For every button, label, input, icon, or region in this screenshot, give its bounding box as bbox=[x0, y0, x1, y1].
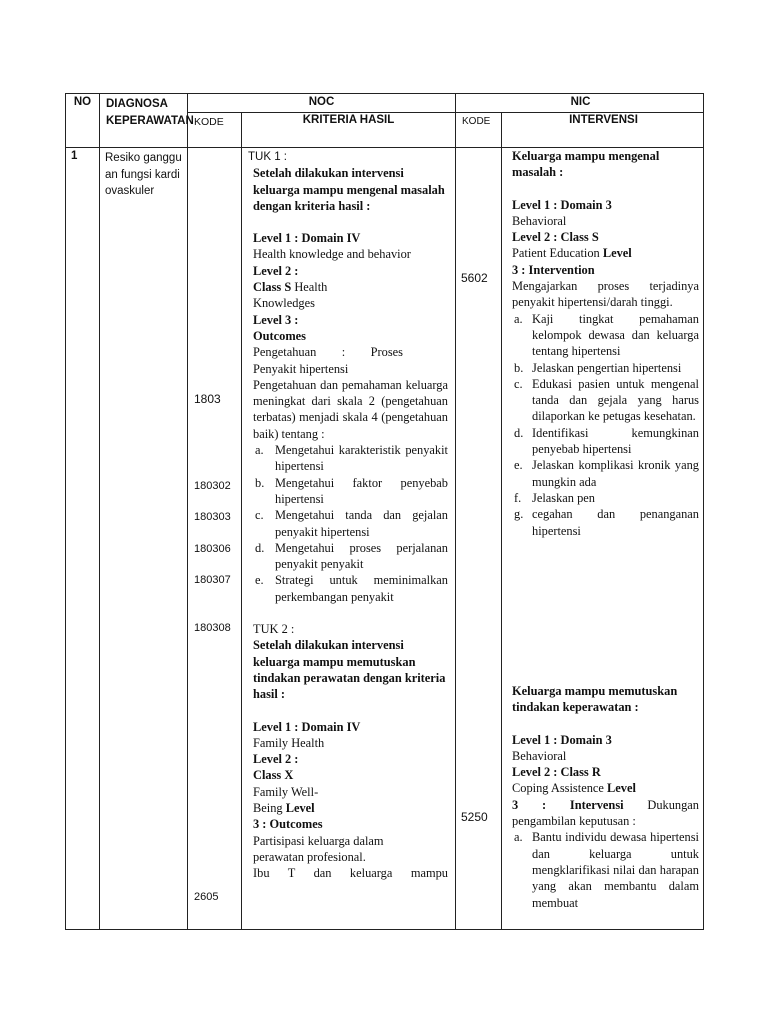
list-item: d. Identifikasi kemungkinan penyebab hipertensi bbox=[514, 425, 699, 457]
noc-code: 180308 bbox=[194, 622, 231, 634]
noc-code: 180302 bbox=[194, 480, 231, 492]
nic-level-2: Level 2 : Class S bbox=[512, 230, 599, 245]
noc-level-3: Level 3 : bbox=[253, 312, 299, 327]
col-divider bbox=[455, 94, 456, 929]
tuk2-level-2: Level 2 : bbox=[253, 752, 299, 767]
nic-2-level-3-text: Dukungan pengambilan keputusan : bbox=[512, 797, 699, 829]
tuk2-title: TUK 2 : bbox=[253, 622, 295, 637]
tuk2-class-text: Family Well-Being bbox=[253, 784, 319, 815]
header-noc: NOC bbox=[308, 96, 335, 108]
nic-2-level-2-text: Coping Assistence bbox=[512, 781, 604, 796]
noc-outcomes: Outcomes bbox=[253, 328, 306, 343]
row-number: 1 bbox=[71, 150, 78, 162]
noc-level-1-text: Health knowledge and behavior bbox=[253, 247, 411, 262]
nic-2-intervention-list bbox=[512, 829, 699, 910]
noc-class-text: Health Knowledges bbox=[253, 280, 328, 311]
tuk2-level-1: Level 1 : Domain IV bbox=[253, 719, 361, 734]
list-item: a. Mengetahui karakteristik penyakit hipertensi bbox=[255, 443, 448, 474]
noc-description: Pengetahuan dan pemahaman keluarga meningkat dari skala 2 (pengetahuan terbatas) menjadi skala 4 (pengetahuan baik) tentang : bbox=[253, 377, 448, 441]
header-kriteria-hasil: KRITERIA HASIL bbox=[302, 114, 395, 126]
header-diagnosa: DIAGNOSA KEPERAWATAN bbox=[106, 98, 194, 127]
nic-level-1-text: Behavioral bbox=[512, 213, 567, 228]
nic-2-title: Keluarga mampu memutuskan tindakan keperawatan : bbox=[512, 684, 678, 715]
noc-outcome-text: Pengetahuan : Proses Penyakit hipertensi bbox=[253, 345, 403, 376]
nic-2-level-1-text: Behavioral bbox=[512, 748, 567, 763]
nic-interventions-2 bbox=[512, 683, 699, 911]
list-item: g. cegahan dan penanganan hipertensi bbox=[514, 507, 699, 538]
tuk2-level-word: Level bbox=[282, 800, 315, 815]
list-item: b. Jelaskan pengertian hipertensi bbox=[514, 360, 682, 375]
nic-level-3-text: Mengajarkan proses terjadinya penyakit hipertensi/darah tinggi. bbox=[512, 279, 699, 310]
col-divider bbox=[187, 94, 188, 929]
tuk1-title: TUK 1 : bbox=[248, 151, 287, 163]
col-divider bbox=[99, 94, 100, 929]
list-item: b. Mengetahui faktor penyebab hipertensi bbox=[255, 475, 448, 506]
row-divider bbox=[187, 112, 703, 113]
list-item: e. Strategi untuk meminimalkan perkembangan penyakit bbox=[255, 573, 448, 604]
col-divider bbox=[501, 112, 502, 929]
tuk2-level-1-text: Family Health bbox=[253, 735, 325, 750]
noc-code: 180307 bbox=[194, 574, 231, 586]
tuk2-outcome-text: Partisipasi keluarga dalam perawatan profesional. bbox=[253, 833, 384, 864]
nic-2-level-word: Level bbox=[603, 781, 636, 796]
nic-level-word: Level bbox=[599, 246, 632, 261]
nursing-care-plan-table bbox=[65, 93, 704, 930]
nic-1-title: Keluarga mampu mengenal masalah : bbox=[512, 149, 660, 180]
diagnosis-text: Resiko gangguan fungsi kardiovaskuler bbox=[105, 152, 182, 197]
noc-code: 180303 bbox=[194, 511, 231, 523]
noc-level-1: Level 1 : Domain IV bbox=[253, 231, 361, 246]
list-item: d. Mengetahui proses perjalanan penyakit penyakit bbox=[255, 540, 448, 572]
nic-2-level-2: Level 2 : Class R bbox=[512, 765, 601, 780]
nic-level-2-text: Patient Education bbox=[512, 246, 600, 261]
list-item: c. Edukasi pasien untuk mengenal tanda dan gejala yang harus dilaporkan ke petugas kesehatan. bbox=[514, 376, 699, 424]
nic-level-3: 3 : Intervention bbox=[512, 262, 595, 277]
noc-code: 1803 bbox=[194, 392, 221, 406]
nic-intervention-list bbox=[512, 311, 699, 539]
tuk2-level-3: 3 : Outcomes bbox=[253, 817, 323, 832]
header-nic-kode: KODE bbox=[462, 116, 491, 127]
nic-2-level-3: 3 : Intervensi bbox=[512, 797, 624, 812]
nic-level-1: Level 1 : Domain 3 bbox=[512, 197, 612, 212]
header-noc-kode: KODE bbox=[194, 116, 224, 128]
nic-2-level-1: Level 1 : Domain 3 bbox=[512, 732, 612, 747]
noc-criteria-list bbox=[248, 442, 448, 605]
list-item: a. Bantu individu dewasa hipertensi dan keluarga untuk mengklarifikasi nilai dan harapan yang akan membantu dalam membuat bbox=[514, 830, 699, 910]
noc-level-2: Level 2 : bbox=[253, 263, 299, 278]
nic-code: 5250 bbox=[461, 810, 488, 824]
header-nic: NIC bbox=[570, 96, 591, 108]
list-item: e. Jelaskan komplikasi kronik yang mungkin ada bbox=[514, 458, 699, 489]
col-divider bbox=[241, 112, 242, 929]
header-no: NO bbox=[73, 96, 92, 108]
noc-criteria bbox=[248, 149, 448, 881]
list-item: c. Mengetahui tanda dan gejalan penyakit hipertensi bbox=[255, 508, 448, 539]
list-item: f. Jelaskan pen bbox=[514, 490, 595, 505]
tuk1-goal: Setelah dilakukan intervensi keluarga mampu mengenal masalah dengan kriteria hasil : bbox=[253, 166, 445, 213]
tuk2-tail-text: Ibu T dan keluarga mampu bbox=[253, 866, 448, 881]
noc-code: 180306 bbox=[194, 543, 231, 555]
list-item: a. Kaji tingkat pemahaman kelompok dewasa dan keluarga tentang hipertensi bbox=[514, 311, 699, 359]
tuk2-goal: Setelah dilakukan intervensi keluarga mampu memutuskan tindakan perawatan dengan kriteria hasil : bbox=[253, 638, 446, 702]
nic-code: 5602 bbox=[461, 271, 488, 285]
tuk2-class: Class X bbox=[253, 768, 294, 783]
header-intervensi: INTERVENSI bbox=[569, 114, 638, 126]
nic-interventions bbox=[512, 148, 699, 539]
noc-class: Class S bbox=[253, 280, 292, 295]
noc-code: 2605 bbox=[194, 891, 219, 903]
